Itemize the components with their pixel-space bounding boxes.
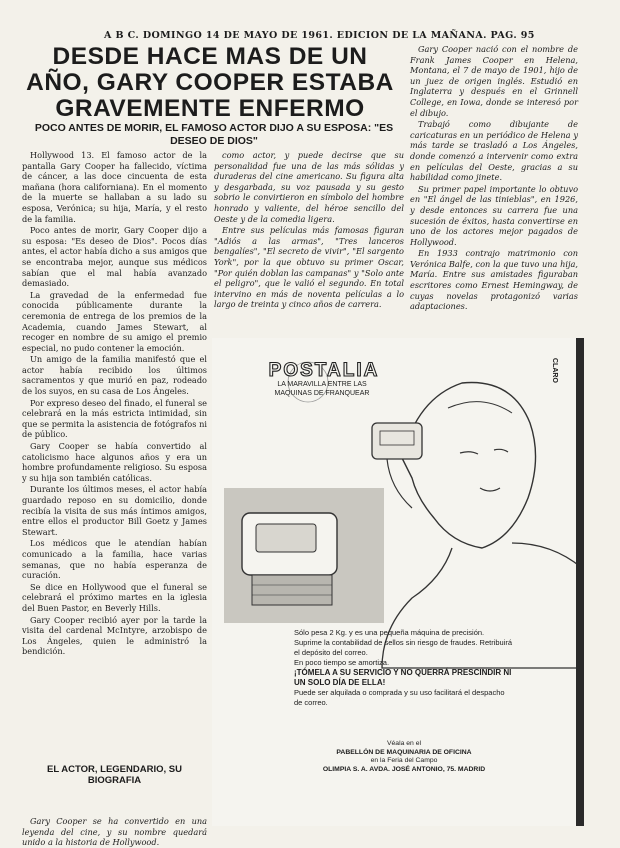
hair-line — [448, 402, 512, 413]
ad-footer-line: OLIMPIA S. A. AVDA. JOSÉ ANTONIO, 75. MADRID — [322, 765, 486, 773]
mouth-line — [480, 488, 500, 491]
paragraph: Por expreso deseo del finado, el funeral se celebrará en la más estricta intimidad, sin que se permita la asistencia de fotógrafos ni de público. — [22, 397, 207, 440]
machine-base — [252, 575, 332, 605]
ad-copy — [294, 628, 514, 708]
ad-footer — [294, 740, 514, 774]
article-column-4 — [22, 816, 207, 848]
article-column-2 — [214, 150, 404, 330]
paragraph: Gary Cooper nació con el nombre de Frank James Cooper en Helena, Montana, el 7 de mayo de 1901, hijo de un juez de origen inglés. Estudió en Inglaterra y después en el Grinnell College, en Iowa, donde se interesó por el dibujo. — [410, 44, 578, 118]
paragraph: La gravedad de la enfermedad fue conocida públicamente durante la ceremonia de entrega de los premios de la Academia, cuando James Stewart, al recoger en nombre de su amigo el premio especial, no pudo contener la emoción. — [22, 289, 207, 353]
ad-copy-emphasis: ¡TÓMELA A SU SERVICIO Y NO QUERRÁ PRESCINDIR NI UN SOLO DÍA DE ELLA! — [294, 668, 512, 687]
ad-footer-line: PABELLÓN DE MAQUINARIA DE OFICINA — [336, 748, 472, 756]
edge-strip — [576, 338, 584, 826]
article-column-1 — [22, 150, 207, 762]
subheadline: POCO ANTES DE MORIR, EL FAMOSO ACTOR DIJO A SU ESPOSA: "ES DESEO DE DIOS" — [34, 122, 394, 147]
ad-copy-line: Puede ser alquilada o comprada y su uso facilitará el despacho de correo. — [294, 688, 505, 707]
ad-slogan: LA MARAVILLA ENTRE LAS MAQUINAS DE FRANQUEAR — [274, 381, 370, 397]
paragraph: Entre sus películas más famosas figuran "Adiós a las armas", "Tres lanceros bengalíes", "El secreto de vivir", "El sargento York", por la que obtuvo su primer Oscar, "Por quién doblan las campanas" y "Solo ante el peligro", que le valió el segundo. En total intervino en más de noventa películas a lo largo de treinta y cinco años de carrera. — [214, 225, 404, 310]
section-subhead: EL ACTOR, LEGENDARIO, SU BIOGRAFIA — [47, 764, 182, 786]
paragraph: Los médicos que le atendían habían comunicado a la familia, hace varias semanas, que no había esperanza de curación. — [22, 538, 207, 581]
eye-line — [460, 452, 478, 454]
page-masthead: A B C. DOMINGO 14 DE MAYO DE 1961. EDICION DE LA MAÑANA. PAG. 95 — [104, 30, 535, 41]
paragraph: Su primer papel importante lo obtuvo en "El ángel de las tinieblas", en 1926, y desde entonces su carrera fue una sucesión de éxitos, hasta convertirse en uno de los actores mejor pagados de Hollywood. — [410, 183, 578, 247]
paragraph: Se dice en Hollywood que el funeral se celebrará el próximo martes en la iglesia del Buen Pastor, en Beverly Hills. — [22, 581, 207, 613]
paragraph: Gary Cooper se había convertido al catolicismo hace algunos años y era un hombre profundamente religioso. Su esposa y su hija son también católicas. — [22, 441, 207, 483]
machine-display — [256, 524, 316, 552]
paragraph: Un amigo de la familia manifestó que el actor había recibido los últimos sacramentos y que murió en paz, rodeado de los suyos, en su casa de Los Ángeles. — [22, 354, 207, 397]
woman-head-outline — [402, 383, 536, 549]
ad-footer-line: en la Feria del Campo — [370, 757, 438, 764]
ad-copy-line: En poco tiempo se amortiza. — [294, 658, 390, 667]
paragraph: En 1933 contrajo matrimonio con Verónica Balfe, con la que tuvo una hija, María. Entre sus amistades figuraban escritores como Ernest Hemingway, de cuyas novelas protagonizó varias adaptaciones. — [410, 248, 578, 312]
headline: DESDE HACE MAS DE UN AÑO, GARY COOPER ESTABA GRAVEMENTE ENFERMO — [26, 43, 394, 122]
ad-copy-line: Suprime la contabilidad de sellos sin riesgo de fraudes. Retribuirá el depósito del correo. — [294, 638, 513, 657]
paragraph: Poco antes de morir, Gary Cooper dijo a su esposa: "Es deseo de Dios". Pocos días antes, el actor había dicho a sus amigos que se encontraba mejor, aunque sus médicos sabían que el mal había avanzado demasiado. — [22, 225, 207, 289]
postalia-advertisement — [212, 338, 584, 826]
paragraph: Gary Cooper recibió ayer por la tarde la visita del cardenal McIntyre, arzobispo de Los Ángeles, quien le administró la bendición. — [22, 614, 207, 657]
paragraph: Durante los últimos meses, el actor había guardado reposo en su domicilio, donde recibía la visita de sus más íntimos amigos, entre ellos el productor Bill Goetz y James Stewart. — [22, 484, 207, 537]
arm-line — [387, 459, 412, 508]
paragraph: Gary Cooper se ha convertido en una leyenda del cine, y su nombre quedará unido a la historia de Hollywood. — [22, 816, 207, 848]
article-column-3 — [410, 44, 578, 334]
ad-copy-line: Sólo pesa 2 Kg. y es una pequeña máquina de precisión. — [294, 628, 485, 637]
ad-brand: POSTALIA — [268, 360, 380, 381]
paragraph: como actor, y puede decirse que su personalidad fue una de las más sólidas y duraderas del cine americano. Su figura alta y desgarbada, su voz pausada y su gesto sobrio le convirtieron en símbolo del hombre honrado y valiente, del héroe sencillo del Oeste y de la comedia ligera. — [214, 150, 404, 224]
ad-footer-line: Véala en el — [386, 740, 421, 747]
eye-line — [494, 449, 508, 452]
ad-side-text: CLARO — [551, 358, 558, 383]
held-machine — [372, 423, 422, 459]
paragraph: Hollywood 13. El famoso actor de la pantalla Gary Cooper ha fallecido, víctima de cáncer, a las doce cincuenta de esta mañana (hora californiana). En el momento de la muerte se hallaban a su lado su esposa, Verónica; su hija, María, y el resto de la familia. — [22, 150, 207, 224]
paragraph: Trabajó como dibujante de caricaturas en un periódico de Helena y más tarde se trasladó a Los Ángeles, donde comenzó a intervenir como extra en películas del Oeste, gracias a su habilidad como jinete. — [410, 119, 578, 183]
